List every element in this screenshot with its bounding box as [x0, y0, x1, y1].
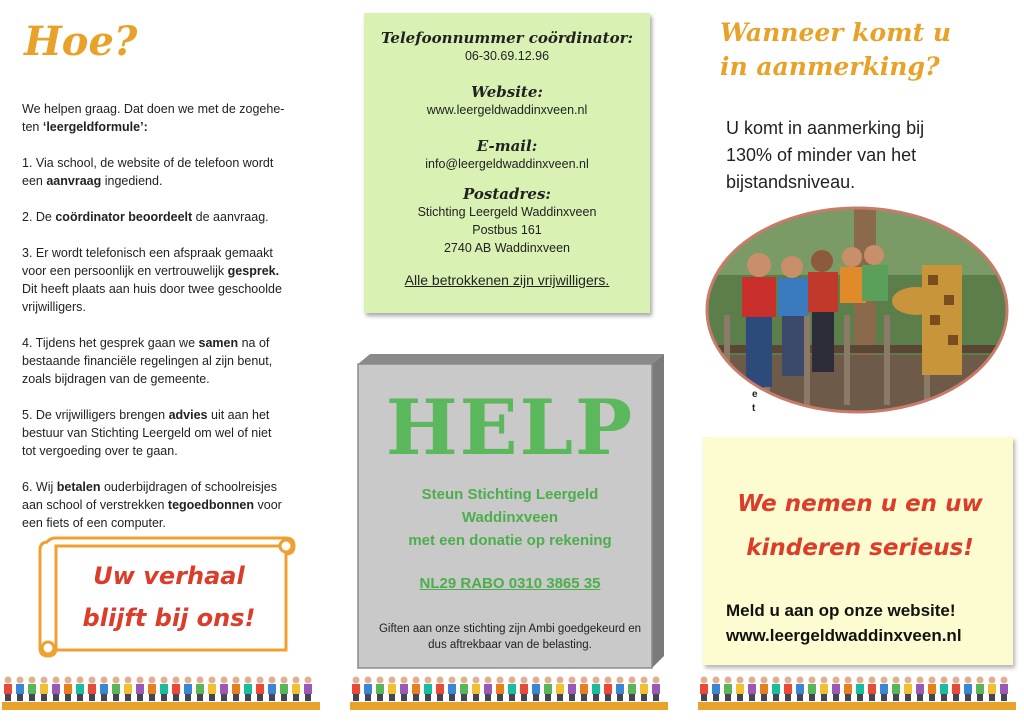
- intro-paragraph: We helpen graag. Dat doen we met de zogehe- ten ‘leergeldformule’:: [22, 102, 285, 134]
- phone-label: Telefoonnummer coördinator:: [380, 29, 634, 47]
- step-3: 3. Er wordt telefonisch een afspraak gemaakt voor een persoonlijk en vertrouwelijk gesprek. Dit heeft plaats aan huis door twee geschoolde vrijwilligers.: [22, 246, 282, 314]
- website-link[interactable]: www.leergeldwaddinxveen.nl: [426, 103, 588, 117]
- eligibility-text: U komt in aanmerking bij 130% of minder van het bijstandsniveau.: [726, 118, 925, 192]
- kids-border-icon-middle: [350, 672, 668, 710]
- email-label: E-mail:: [476, 137, 538, 155]
- post-line-1: Stichting Leergeld Waddinxveen: [417, 205, 597, 219]
- phone-number: 06-30.69.12.96: [464, 49, 550, 63]
- step-2: 2. De coördinator beoordeelt de aanvraag.: [22, 210, 269, 224]
- step-1: 1. Via school, de website of de telefoon wordt een aanvraag ingediend.: [22, 156, 274, 188]
- volunteers-note: Alle betrokkenen zijn vrijwilligers.: [404, 272, 610, 288]
- eligibility-heading: Wanneer komt u in aanmerking?: [720, 18, 952, 81]
- step-6: 6. Wij betalen ouderbijdragen of schoolreisjes aan school of verstrekken tegoedbonnen voor een fiets of een computer.: [22, 480, 282, 530]
- kids-border-icon-right: [698, 672, 1016, 710]
- kids-border-icon-left: [2, 672, 320, 710]
- scroll-banner-text: Uw verhaal blijft bij ons!: [82, 562, 256, 632]
- donation-text: Steun Stichting Leergeld Waddinxveen met een donatie op rekening: [408, 486, 612, 549]
- steps-list: [22, 100, 312, 550]
- post-line-3: 2740 AB Waddinxveen: [443, 241, 570, 255]
- signup-text: Meld u aan op onze website! www.leergeldwaddinxveen.nl: [726, 598, 1011, 648]
- post-line-2: Postbus 161: [472, 223, 542, 237]
- hoe-heading: Hoe?: [24, 18, 138, 65]
- stray-letters: e t: [752, 389, 758, 414]
- step-5: 5. De vrijwilligers brengen advies uit aan het bestuur van Stichting Leergeld om wel of niet tot vergoeding over te gaan.: [22, 408, 272, 458]
- tax-note: Giften aan onze stichting zijn Ambi goedgekeurd en dus aftrekbaar van de belasting.: [378, 623, 642, 651]
- serious-heading: We nemen u en uw kinderen serieus!: [737, 491, 983, 561]
- website-label: Website:: [471, 83, 543, 101]
- step-4: 4. Tijdens het gesprek gaan we samen na of bestaande financiële regelingen al zijn benut, zoals bijdragen van de gemeente.: [22, 336, 273, 386]
- post-label: Postadres:: [463, 185, 551, 203]
- children-giraffe-photo-icon: [704, 205, 1010, 415]
- signup-website-link[interactable]: www.leergeldwaddinxveen.nl: [726, 626, 962, 645]
- help-heading: HELP: [385, 383, 635, 472]
- contact-card: [364, 13, 650, 313]
- iban-number: NL29 RABO 0310 3865 35: [419, 575, 601, 592]
- email-link[interactable]: info@leergeldwaddinxveen.nl: [425, 157, 589, 171]
